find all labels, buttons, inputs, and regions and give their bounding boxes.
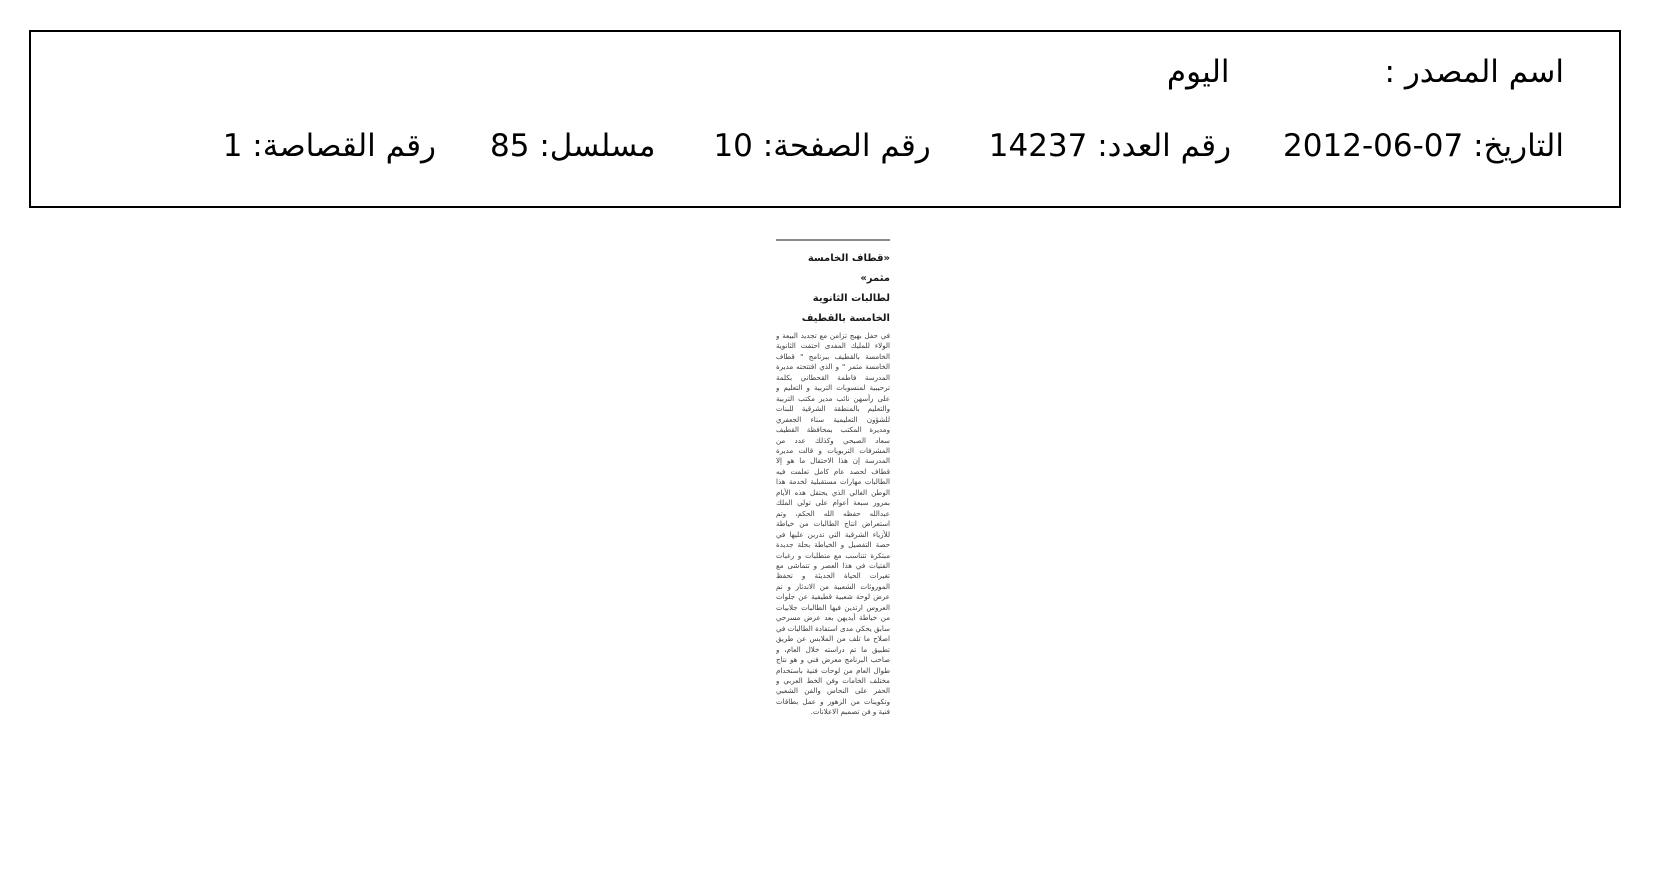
page-label: رقم الصفحة: [762,128,931,164]
serial-label: مسلسل: [539,128,656,164]
source-label: اسم المصدر : [1384,54,1564,90]
clipping-info-box [29,30,1621,208]
newspaper-clipping [776,239,890,849]
issue-value: 14237 [988,128,1088,164]
page-value: 10 [713,128,753,164]
issue-field [989,128,1231,164]
date-label: التاريخ: [1473,128,1564,164]
details-row [86,128,1564,164]
date-field [1283,128,1564,164]
clipping-top-rule [776,239,890,241]
article-headline-line-3: الخامسة بالقطيف [801,313,890,324]
source-value-field [1167,54,1230,90]
clip-number-field [223,128,436,164]
article-headline-line-1: «قطاف الخامسة مثمر» [807,253,890,284]
issue-label: رقم العدد: [1097,128,1232,164]
serial-field [490,128,655,164]
clip-number-value: 1 [222,128,243,164]
date-value: 2012-06-07 [1283,128,1464,164]
article-headline-line-2: لطالبات الثانوية [812,293,890,304]
page-field [713,128,930,164]
source-row [86,54,1564,90]
article-body: في حفل بهيج تزامن مع تجديد البيعة و الولاء للمليك المفدى احتفت الثانوية الخامسة بالقطيف ببرنامج " قطاف الخامسة مثمر " و الذي افتتحته مديرة المدرسة فاطمة القحطاني بكلمة ترحيبية لمنسوبات التربية و التعليم و على رأسهن نائب مدير مكتب التربية والتعليم بالمنطقة الشرقية للبنات للشؤون التعليمية سناء الجعفري ومديرة المكتب بمحافظة القطيف سعاد الصبحي وكذلك عدد من المشرفات التربويات و قالت مديرة المدرسة إن هذا الاحتفال ما هو إلا قطاف لحصد عام كامل تعلمت فيه الطالبات مهارات مستقبلية لخدمة هذا الوطن الغالي الذي يحتفل هذه الأيام بمرور سبعة أعوام على تولي الملك عبدالله حفظه الله الحكم، وتم استعراض انتاج الطالبات من خياطة للأزياء الشرقية التي تدربن عليها في حصة التفصيل و الخياطة بحلة جديدة مبتكرة تتناسب مع متطلبات و رغبات الفتيات في هذا العصر و تتماشى مع تغيرات الحياة الحديثة و تحفظ الموروثات الشعبية من الاندثار و تم عرض لوحة شعبية قطيفية عن جلوات العروس ارتدين فيها الطالبات جلابيات من خياطة أيديهن بعد عرض مسرحي سابق يحكي مدى استفادة الطالبات في اصلاح ما تلف من الملابس عن طريق تطبيق ما تم دراسته خلال العام، و صاحب البرنامج معرض فني و هو نتاج طوال العام من لوحات فنية باستخدام مختلف الخامات وفن الخط العربي و الحفر على النحاس والفن الشعبي وتكوينات من الزهور و عمل بطاقات فنية و فن تصميم الاعلانات. [776,331,890,717]
source-field [1385,54,1564,90]
serial-value: 85 [490,128,530,164]
source-value: اليوم [1166,54,1230,90]
clip-number-label: رقم القصاصة: [252,128,437,164]
